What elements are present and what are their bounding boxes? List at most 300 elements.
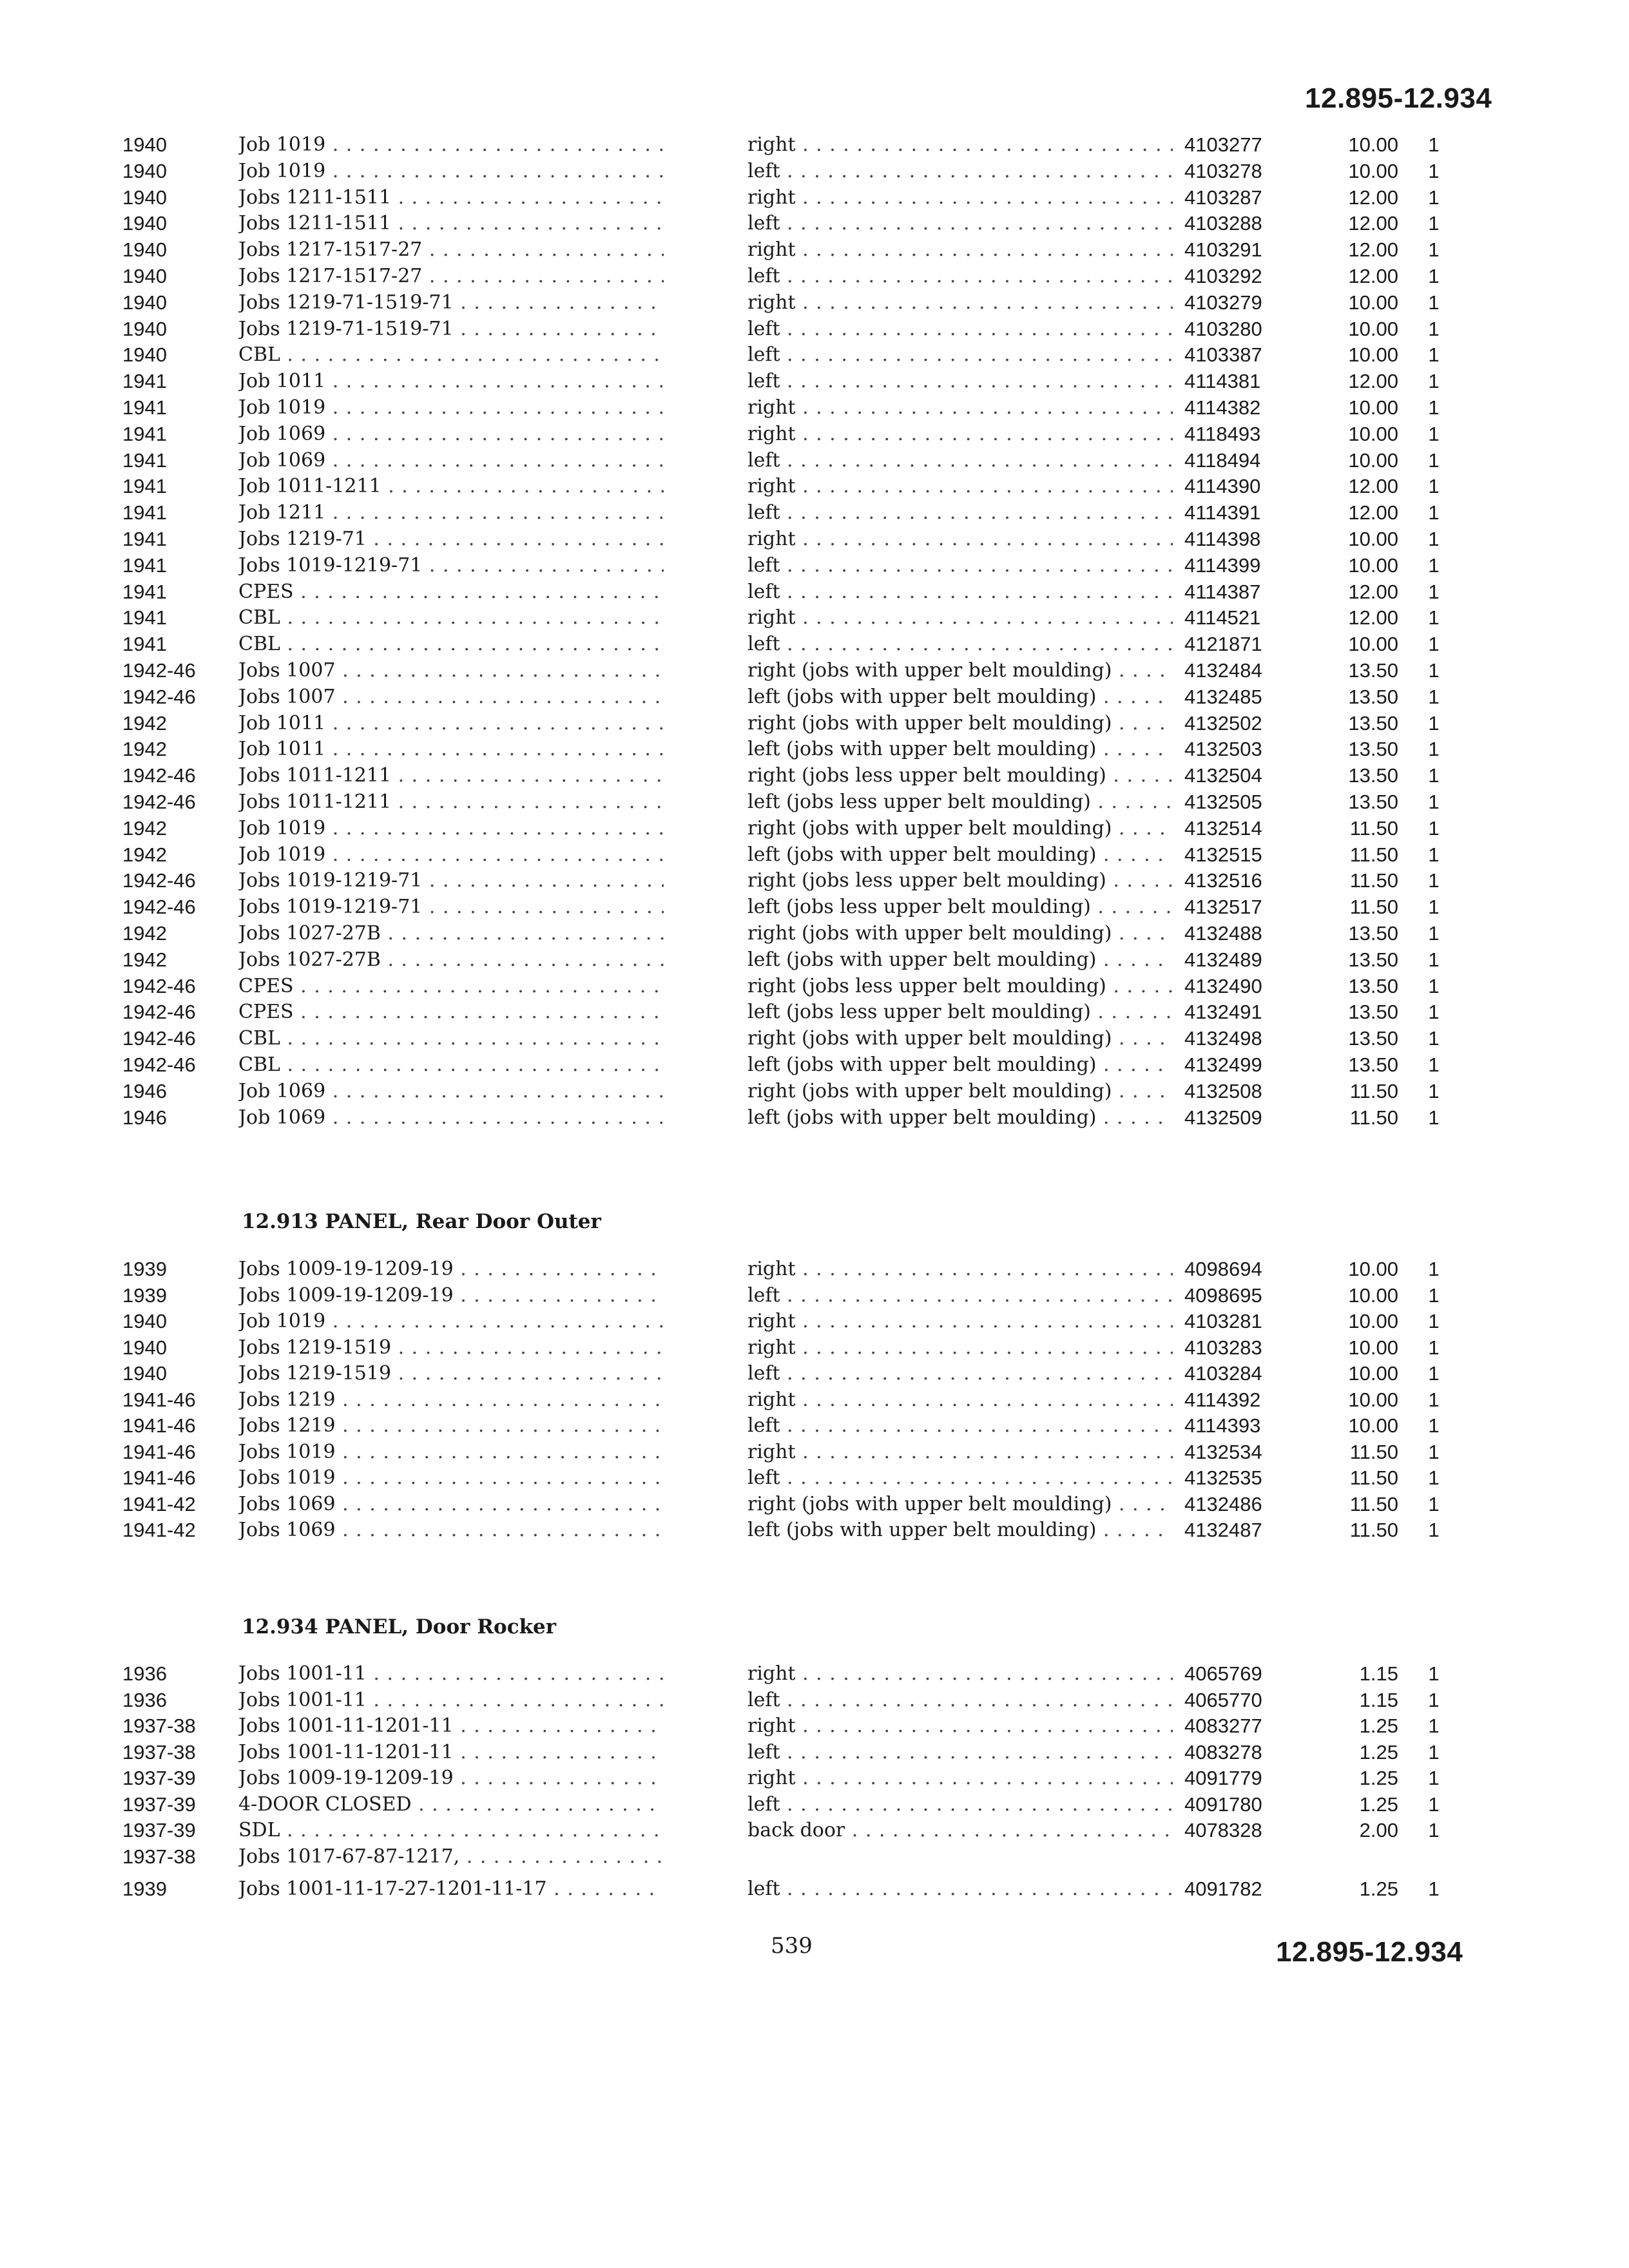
description-cell: left (jobs with upper belt moulding) . . . [747, 684, 1173, 710]
part-number-cell: 4091780 [1184, 1792, 1262, 1816]
quantity-cell: 1 [1428, 843, 1440, 866]
part-number-cell: 4083278 [1184, 1740, 1262, 1763]
job-cell: CPES . . . [238, 999, 664, 1025]
quantity-cell: 1 [1428, 1027, 1440, 1050]
price-cell: 13.50 [1348, 659, 1398, 682]
parts-row [0, 974, 1629, 999]
description-cell: right (jobs with upper belt moulding) . . . [747, 658, 1173, 684]
description-cell: right . . . [747, 526, 1173, 552]
description-cell: left (jobs with upper belt moulding) . . . [747, 1517, 1173, 1543]
description-cell: right (jobs less upper belt moulding) . . . [747, 974, 1173, 999]
price-cell: 11.50 [1349, 843, 1398, 866]
year-cell: 1940 [122, 291, 167, 314]
parts-row [0, 684, 1629, 710]
parts-row [0, 1283, 1629, 1309]
description-cell: left (jobs less upper belt moulding) . . . [747, 789, 1173, 815]
quantity-cell: 1 [1428, 1079, 1440, 1102]
price-cell: 13.50 [1348, 974, 1398, 997]
year-cell: 1940 [122, 317, 167, 340]
price-cell: 10.00 [1348, 317, 1398, 340]
price-cell: 1.25 [1359, 1715, 1398, 1737]
parts-row [0, 1079, 1629, 1104]
job-cell: CBL . . . [238, 1026, 664, 1052]
quantity-cell: 1 [1428, 553, 1440, 577]
job-cell: Jobs 1019-1219-71 . . . [238, 894, 664, 920]
parts-row [0, 1517, 1629, 1543]
quantity-cell: 1 [1428, 343, 1440, 367]
job-cell: Jobs 1219-71-1519-71 . . . [238, 290, 664, 316]
quantity-cell: 1 [1428, 291, 1440, 314]
part-number-cell: 4114381 [1184, 370, 1261, 393]
parts-row [0, 1713, 1629, 1739]
job-cell: SDL . . . [238, 1818, 664, 1843]
year-cell: 1942 [122, 738, 167, 761]
part-number-cell: 4132490 [1184, 974, 1262, 997]
job-cell: Job 1019 . . . [238, 395, 664, 421]
quantity-cell: 1 [1428, 633, 1440, 656]
quantity-cell: 1 [1428, 1519, 1440, 1541]
job-cell: Job 1019 . . . [238, 842, 664, 868]
quantity-cell: 1 [1428, 1792, 1440, 1816]
price-cell: 10.00 [1348, 553, 1398, 577]
quantity-cell: 1 [1428, 1001, 1440, 1024]
part-number-cell: 4132509 [1184, 1106, 1262, 1129]
description-cell: left . . . [747, 1740, 1173, 1765]
parts-row [0, 553, 1629, 579]
description-cell: left . . . [747, 316, 1173, 342]
parts-row [0, 448, 1629, 474]
part-number-cell: 4091782 [1184, 1878, 1262, 1900]
price-cell: 12.00 [1348, 212, 1398, 235]
description-cell: right (jobs with upper belt moulding) . . . [747, 1079, 1173, 1104]
quantity-cell: 1 [1428, 1492, 1440, 1515]
description-cell: left . . . [747, 264, 1173, 289]
description-cell: left . . . [747, 1687, 1173, 1713]
parts-row [0, 1052, 1629, 1078]
year-cell: 1942 [122, 948, 167, 971]
parts-row [0, 290, 1629, 316]
part-number-cell: 4065770 [1184, 1688, 1262, 1711]
year-cell: 1941 [122, 448, 167, 472]
part-number-cell: 4103281 [1184, 1310, 1262, 1332]
quantity-cell: 1 [1428, 1466, 1440, 1489]
job-cell: Job 1069 . . . [238, 448, 664, 474]
part-number-cell: 4132503 [1184, 738, 1262, 761]
job-cell: Jobs 1027-27B . . . [238, 947, 664, 973]
part-number-cell: 4132534 [1184, 1440, 1262, 1463]
price-cell: 10.00 [1348, 633, 1398, 656]
parts-row [0, 1361, 1629, 1387]
job-cell: Job 1011 . . . [238, 711, 664, 736]
part-number-cell: 4132486 [1184, 1492, 1262, 1515]
price-cell: 11.50 [1349, 1492, 1398, 1515]
parts-row [0, 316, 1629, 342]
description-cell: left . . . [747, 211, 1173, 236]
job-cell: Jobs 1007 . . . [238, 684, 664, 710]
part-number-cell: 4103283 [1184, 1336, 1262, 1359]
price-cell: 12.00 [1348, 501, 1398, 524]
part-number-cell: 4091779 [1184, 1767, 1262, 1789]
job-cell: Jobs 1009-19-1209-19 . . . [238, 1256, 664, 1282]
description-cell: back door . . . [747, 1818, 1173, 1843]
year-cell: 1941 [122, 501, 167, 524]
year-cell: 1940 [122, 265, 167, 287]
part-number-cell: 4132499 [1184, 1053, 1262, 1076]
year-cell: 1941 [122, 580, 167, 603]
part-number-cell: 4132491 [1184, 1001, 1262, 1024]
parts-row [0, 999, 1629, 1025]
job-cell: CBL . . . [238, 342, 664, 368]
job-cell: Job 1019 . . . [238, 132, 664, 158]
year-cell: 1941 [122, 475, 167, 498]
year-cell: 1941 [122, 553, 167, 577]
parts-row [0, 185, 1629, 211]
part-number-cell: 4103291 [1184, 238, 1262, 262]
job-cell: CBL . . . [238, 631, 664, 657]
parts-row [0, 1439, 1629, 1465]
price-cell: 12.00 [1348, 606, 1398, 629]
year-cell: 1942-46 [122, 685, 196, 708]
year-cell: 1940 [122, 238, 167, 262]
description-cell: right . . . [747, 421, 1173, 447]
quantity-cell: 1 [1428, 238, 1440, 262]
parts-row [0, 1492, 1629, 1517]
job-cell: Jobs 1011-1211 . . . [238, 789, 664, 815]
description-cell: left . . . [747, 553, 1173, 579]
part-number-cell: 4132485 [1184, 685, 1262, 708]
quantity-cell: 1 [1428, 1106, 1440, 1129]
job-cell: Jobs 1019 . . . [238, 1439, 664, 1465]
price-cell: 13.50 [1348, 738, 1398, 761]
price-cell: 10.00 [1348, 343, 1398, 367]
price-cell: 10.00 [1348, 396, 1398, 419]
quantity-cell: 1 [1428, 1283, 1440, 1307]
job-cell: Jobs 1219 . . . [238, 1413, 664, 1439]
quantity-cell: 1 [1428, 1053, 1440, 1076]
price-cell: 13.50 [1348, 922, 1398, 945]
quantity-cell: 1 [1428, 974, 1440, 997]
description-cell: right . . . [747, 1335, 1173, 1361]
part-number-cell: 4103287 [1184, 186, 1262, 209]
job-cell: Job 1211 . . . [238, 500, 664, 526]
quantity-cell: 1 [1428, 422, 1440, 445]
parts-row [0, 868, 1629, 894]
part-number-cell: 4132484 [1184, 659, 1262, 682]
description-cell: left . . . [747, 631, 1173, 657]
description-cell: left (jobs less upper belt moulding) . . . [747, 999, 1173, 1025]
parts-row [0, 1765, 1629, 1791]
quantity-cell: 1 [1428, 1688, 1440, 1711]
price-cell: 12.00 [1348, 186, 1398, 209]
quantity-cell: 1 [1428, 370, 1440, 393]
section-title: 12.913 PANEL, Rear Door Outer [242, 1210, 601, 1233]
price-cell: 13.50 [1348, 948, 1398, 971]
job-cell: Jobs 1001-11-1201-11 . . . [238, 1713, 664, 1739]
year-cell: 1941 [122, 633, 167, 656]
year-cell: 1936 [122, 1662, 167, 1685]
quantity-cell: 1 [1428, 1819, 1440, 1841]
description-cell: left . . . [747, 1413, 1173, 1439]
parts-row [0, 1105, 1629, 1131]
part-number-cell: 4132505 [1184, 791, 1262, 813]
job-cell: Jobs 1219 . . . [238, 1387, 664, 1413]
parts-row [0, 763, 1629, 789]
description-cell: right . . . [747, 395, 1173, 421]
year-cell: 1937-38 [122, 1715, 196, 1737]
description-cell: right . . . [747, 1661, 1173, 1687]
year-cell: 1942-46 [122, 791, 196, 813]
parts-row [0, 894, 1629, 920]
description-cell: right (jobs with upper belt moulding) . . . [747, 711, 1173, 736]
price-cell: 11.50 [1349, 1106, 1398, 1129]
parts-row [0, 1844, 1629, 1870]
part-number-cell: 4114382 [1184, 396, 1261, 419]
description-cell: left . . . [747, 448, 1173, 474]
price-cell: 1.15 [1359, 1662, 1398, 1685]
parts-row [0, 500, 1629, 526]
part-number-cell: 4114521 [1184, 606, 1261, 629]
year-cell: 1942 [122, 711, 167, 735]
price-cell: 1.25 [1359, 1878, 1398, 1900]
part-number-cell: 4121871 [1184, 633, 1262, 656]
quantity-cell: 1 [1428, 1336, 1440, 1359]
description-cell: right (jobs with upper belt moulding) . . . [747, 816, 1173, 841]
job-cell: Jobs 1019 . . . [238, 1465, 664, 1491]
year-cell: 1941-46 [122, 1388, 196, 1411]
quantity-cell: 1 [1428, 738, 1440, 761]
job-cell: Jobs 1211-1511 . . . [238, 211, 664, 236]
price-cell: 10.00 [1348, 448, 1398, 472]
parts-row [0, 1026, 1629, 1052]
price-cell: 10.00 [1348, 1283, 1398, 1307]
description-cell: right (jobs with upper belt moulding) . . . [747, 1492, 1173, 1517]
year-cell: 1942-46 [122, 1053, 196, 1076]
year-cell: 1946 [122, 1106, 167, 1129]
job-cell: Jobs 1019-1219-71 . . . [238, 553, 664, 579]
job-cell: Jobs 1219-71 . . . [238, 526, 664, 552]
job-cell: Jobs 1219-1519 . . . [238, 1361, 664, 1387]
year-cell: 1937-39 [122, 1767, 196, 1789]
description-cell: right . . . [747, 1439, 1173, 1465]
year-cell: 1942 [122, 922, 167, 945]
price-cell: 10.00 [1348, 1388, 1398, 1411]
quantity-cell: 1 [1428, 475, 1440, 498]
price-cell: 12.00 [1348, 265, 1398, 287]
parts-row [0, 132, 1629, 158]
year-cell: 1946 [122, 1079, 167, 1102]
quantity-cell: 1 [1428, 948, 1440, 971]
year-cell: 1942-46 [122, 1001, 196, 1024]
quantity-cell: 1 [1428, 317, 1440, 340]
job-cell: Jobs 1001-11-17-27-1201-11-17 . . . [238, 1876, 664, 1902]
price-cell: 12.00 [1348, 238, 1398, 262]
job-cell: Jobs 1001-11 . . . [238, 1661, 664, 1687]
part-number-cell: 4114392 [1184, 1388, 1261, 1411]
page-number: 539 [771, 1933, 813, 1959]
description-cell: left . . . [747, 1283, 1173, 1309]
quantity-cell: 1 [1428, 1878, 1440, 1900]
price-cell: 10.00 [1348, 422, 1398, 445]
description-cell: left (jobs with upper belt moulding) . . . [747, 1052, 1173, 1078]
parts-row [0, 342, 1629, 368]
quantity-cell: 1 [1428, 212, 1440, 235]
description-cell: right . . . [747, 1713, 1173, 1739]
description-cell: right . . . [747, 290, 1173, 316]
price-cell: 1.25 [1359, 1792, 1398, 1816]
price-cell: 11.50 [1349, 816, 1398, 840]
year-cell: 1937-38 [122, 1740, 196, 1763]
price-cell: 11.50 [1349, 869, 1398, 892]
price-cell: 13.50 [1348, 791, 1398, 813]
description-cell: right . . . [747, 1387, 1173, 1413]
part-number-cell: 4114393 [1184, 1414, 1261, 1437]
year-cell: 1941 [122, 370, 167, 393]
part-number-cell: 4132508 [1184, 1079, 1262, 1102]
job-cell: Jobs 1217-1517-27 . . . [238, 237, 664, 263]
year-cell: 1941 [122, 396, 167, 419]
quantity-cell: 1 [1428, 791, 1440, 813]
year-cell: 1942-46 [122, 869, 196, 892]
quantity-cell: 1 [1428, 1258, 1440, 1280]
parts-row [0, 1818, 1629, 1843]
job-cell: Job 1069 . . . [238, 1105, 664, 1131]
part-number-cell: 4132498 [1184, 1027, 1262, 1050]
description-cell: right (jobs less upper belt moulding) . . . [747, 763, 1173, 789]
description-cell: left (jobs with upper belt moulding) . . . [747, 736, 1173, 762]
parts-row [0, 211, 1629, 236]
year-cell: 1941-42 [122, 1492, 196, 1515]
price-cell: 13.50 [1348, 711, 1398, 735]
parts-row [0, 631, 1629, 657]
job-cell: Job 1069 . . . [238, 1079, 664, 1104]
job-cell: Jobs 1009-19-1209-19 . . . [238, 1765, 664, 1791]
price-cell: 1.15 [1359, 1688, 1398, 1711]
parts-row [0, 1876, 1629, 1902]
year-cell: 1940 [122, 159, 167, 182]
year-cell: 1941 [122, 606, 167, 629]
year-cell: 1941-46 [122, 1466, 196, 1489]
year-cell: 1942-46 [122, 896, 196, 919]
price-cell: 13.50 [1348, 685, 1398, 708]
part-number-cell: 4118493 [1184, 422, 1261, 445]
job-cell: Job 1019 . . . [238, 816, 664, 841]
quantity-cell: 1 [1428, 1767, 1440, 1789]
job-cell: Jobs 1009-19-1209-19 . . . [238, 1283, 664, 1309]
job-cell: CBL . . . [238, 1052, 664, 1078]
price-cell: 12.00 [1348, 475, 1398, 498]
price-cell: 10.00 [1348, 1258, 1398, 1280]
parts-row [0, 237, 1629, 263]
part-number-cell: 4114390 [1184, 475, 1261, 498]
year-cell: 1940 [122, 1336, 167, 1359]
page-range-top: 12.895-12.934 [1305, 82, 1492, 114]
section-title: 12.934 PANEL, Door Rocker [242, 1615, 557, 1639]
year-cell: 1940 [122, 1362, 167, 1385]
parts-row [0, 947, 1629, 973]
description-cell: right . . . [747, 185, 1173, 211]
description-cell: right . . . [747, 1309, 1173, 1334]
part-number-cell: 4103284 [1184, 1362, 1262, 1385]
year-cell: 1941 [122, 422, 167, 445]
parts-row [0, 1256, 1629, 1282]
job-cell: Jobs 1219-71-1519-71 . . . [238, 316, 664, 342]
part-number-cell: 4098695 [1184, 1283, 1262, 1307]
job-cell: Jobs 1027-27B . . . [238, 921, 664, 947]
quantity-cell: 1 [1428, 186, 1440, 209]
parts-row [0, 395, 1629, 421]
job-cell: Jobs 1217-1517-27 . . . [238, 264, 664, 289]
part-number-cell: 4103278 [1184, 159, 1262, 182]
price-cell: 10.00 [1348, 1414, 1398, 1437]
parts-row [0, 1387, 1629, 1413]
description-cell: left (jobs less upper belt moulding) . . . [747, 894, 1173, 920]
parts-row [0, 1413, 1629, 1439]
quantity-cell: 1 [1428, 580, 1440, 603]
description-cell: left . . . [747, 342, 1173, 368]
description-cell: left . . . [747, 1465, 1173, 1491]
parts-row [0, 579, 1629, 605]
year-cell: 1942-46 [122, 1027, 196, 1050]
part-number-cell: 4132489 [1184, 948, 1262, 971]
parts-row [0, 1335, 1629, 1361]
part-number-cell: 4132487 [1184, 1519, 1262, 1541]
quantity-cell: 1 [1428, 1715, 1440, 1737]
quantity-cell: 1 [1428, 528, 1440, 550]
parts-row [0, 816, 1629, 841]
parts-row [0, 1792, 1629, 1818]
parts-row [0, 605, 1629, 631]
price-cell: 12.00 [1348, 370, 1398, 393]
price-cell: 10.00 [1348, 159, 1398, 182]
parts-row [0, 1740, 1629, 1765]
parts-row [0, 1687, 1629, 1713]
job-cell: Jobs 1017-67-87-1217, . . . [238, 1844, 664, 1870]
price-cell: 10.00 [1348, 1336, 1398, 1359]
quantity-cell: 1 [1428, 159, 1440, 182]
description-cell: left . . . [747, 369, 1173, 394]
job-cell: Job 1019 . . . [238, 1309, 664, 1334]
year-cell: 1941-46 [122, 1414, 196, 1437]
parts-row [0, 789, 1629, 815]
job-cell: Job 1011 . . . [238, 736, 664, 762]
price-cell: 12.00 [1348, 580, 1398, 603]
description-cell: left (jobs with upper belt moulding) . . . [747, 842, 1173, 868]
description-cell: left . . . [747, 1792, 1173, 1818]
parts-row [0, 159, 1629, 184]
job-cell: Job 1069 . . . [238, 421, 664, 447]
price-cell: 10.00 [1348, 1310, 1398, 1332]
part-number-cell: 4132504 [1184, 764, 1262, 787]
description-cell: right (jobs with upper belt moulding) . . . [747, 1026, 1173, 1052]
year-cell: 1942 [122, 816, 167, 840]
year-cell: 1940 [122, 186, 167, 209]
year-cell: 1937-39 [122, 1792, 196, 1816]
description-cell: right . . . [747, 1256, 1173, 1282]
job-cell: CBL . . . [238, 605, 664, 631]
parts-row [0, 264, 1629, 289]
description-cell: left . . . [747, 500, 1173, 526]
page-range-bottom: 12.895-12.934 [1276, 1936, 1463, 1968]
price-cell: 11.50 [1349, 1079, 1398, 1102]
parts-row [0, 421, 1629, 447]
price-cell: 13.50 [1348, 1027, 1398, 1050]
quantity-cell: 1 [1428, 1362, 1440, 1385]
year-cell: 1942 [122, 843, 167, 866]
part-number-cell: 4078328 [1184, 1819, 1262, 1841]
quantity-cell: 1 [1428, 1440, 1440, 1463]
quantity-cell: 1 [1428, 448, 1440, 472]
price-cell: 10.00 [1348, 1362, 1398, 1385]
